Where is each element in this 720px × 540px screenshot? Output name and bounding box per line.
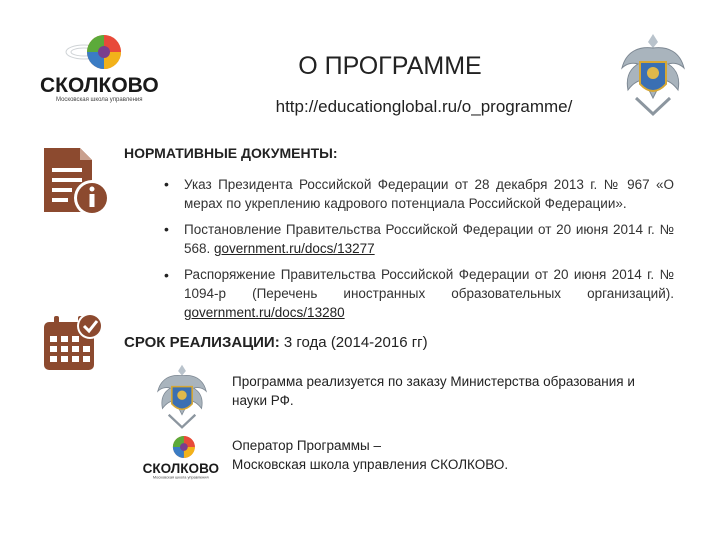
- skolkovo-logo: [36, 28, 160, 104]
- doc-item-2-link[interactable]: government.ru/docs/13277: [214, 241, 375, 256]
- operator-line-2: Московская школа управления СКОЛКОВО.: [232, 457, 509, 472]
- program-url[interactable]: http://educationglobal.ru/o_programme/: [275, 97, 573, 116]
- document-info-icon: [40, 146, 110, 218]
- logo-wordmark: СКОЛКОВО: [40, 74, 159, 97]
- doc-item-3-link[interactable]: government.ru/docs/13280: [184, 305, 345, 320]
- doc-item-3: [184, 265, 674, 322]
- operator-note: [232, 436, 672, 474]
- calendar-check-icon: [40, 312, 108, 374]
- doc-item-2: [184, 220, 674, 258]
- skolkovo-logo-small: [140, 430, 220, 482]
- doc-item-1: [184, 175, 674, 213]
- page-title: О ПРОГРАММЕ: [298, 52, 482, 80]
- docs-heading: НОРМАТИВНЫЕ ДОКУМЕНТЫ:: [124, 145, 338, 161]
- ministry-emblem-small: [152, 360, 212, 432]
- operator-line-1: Оператор Программы –: [232, 438, 382, 453]
- term-value: 3 года (2014-2016 гг): [279, 334, 428, 351]
- bullet-3: •: [164, 267, 169, 283]
- doc-item-2-text: Постановление Правительства Российской Федерации от 20 июня 2014 г. № 568.: [184, 222, 674, 256]
- logo-small-subtitle: Московская школа управления: [152, 474, 209, 480]
- ministry-emblem: [618, 28, 688, 120]
- bullet-1: •: [164, 176, 169, 192]
- bullet-2: •: [164, 221, 169, 237]
- logo-subtitle: Московская школа управления: [56, 97, 143, 103]
- ministry-note: Программа реализуется по заказу Министерства образования и науки РФ.: [232, 374, 635, 408]
- logo-small-wordmark: СКОЛКОВО: [142, 460, 220, 476]
- doc-item-1-text: Указ Президента Российской Федерации от 28 декабря 2013 г. № 967 «О мерах по укреплению кадрового потенциала Российской Федерации».: [184, 177, 674, 211]
- term-line: [124, 334, 428, 351]
- doc-item-3-text: Распоряжение Правительства Российской Федерации от 20 июня 2014 г. № 1094-р (Перечень иностранных образовательных организаций).: [184, 267, 674, 301]
- term-label: СРОК РЕАЛИЗАЦИИ:: [124, 334, 280, 351]
